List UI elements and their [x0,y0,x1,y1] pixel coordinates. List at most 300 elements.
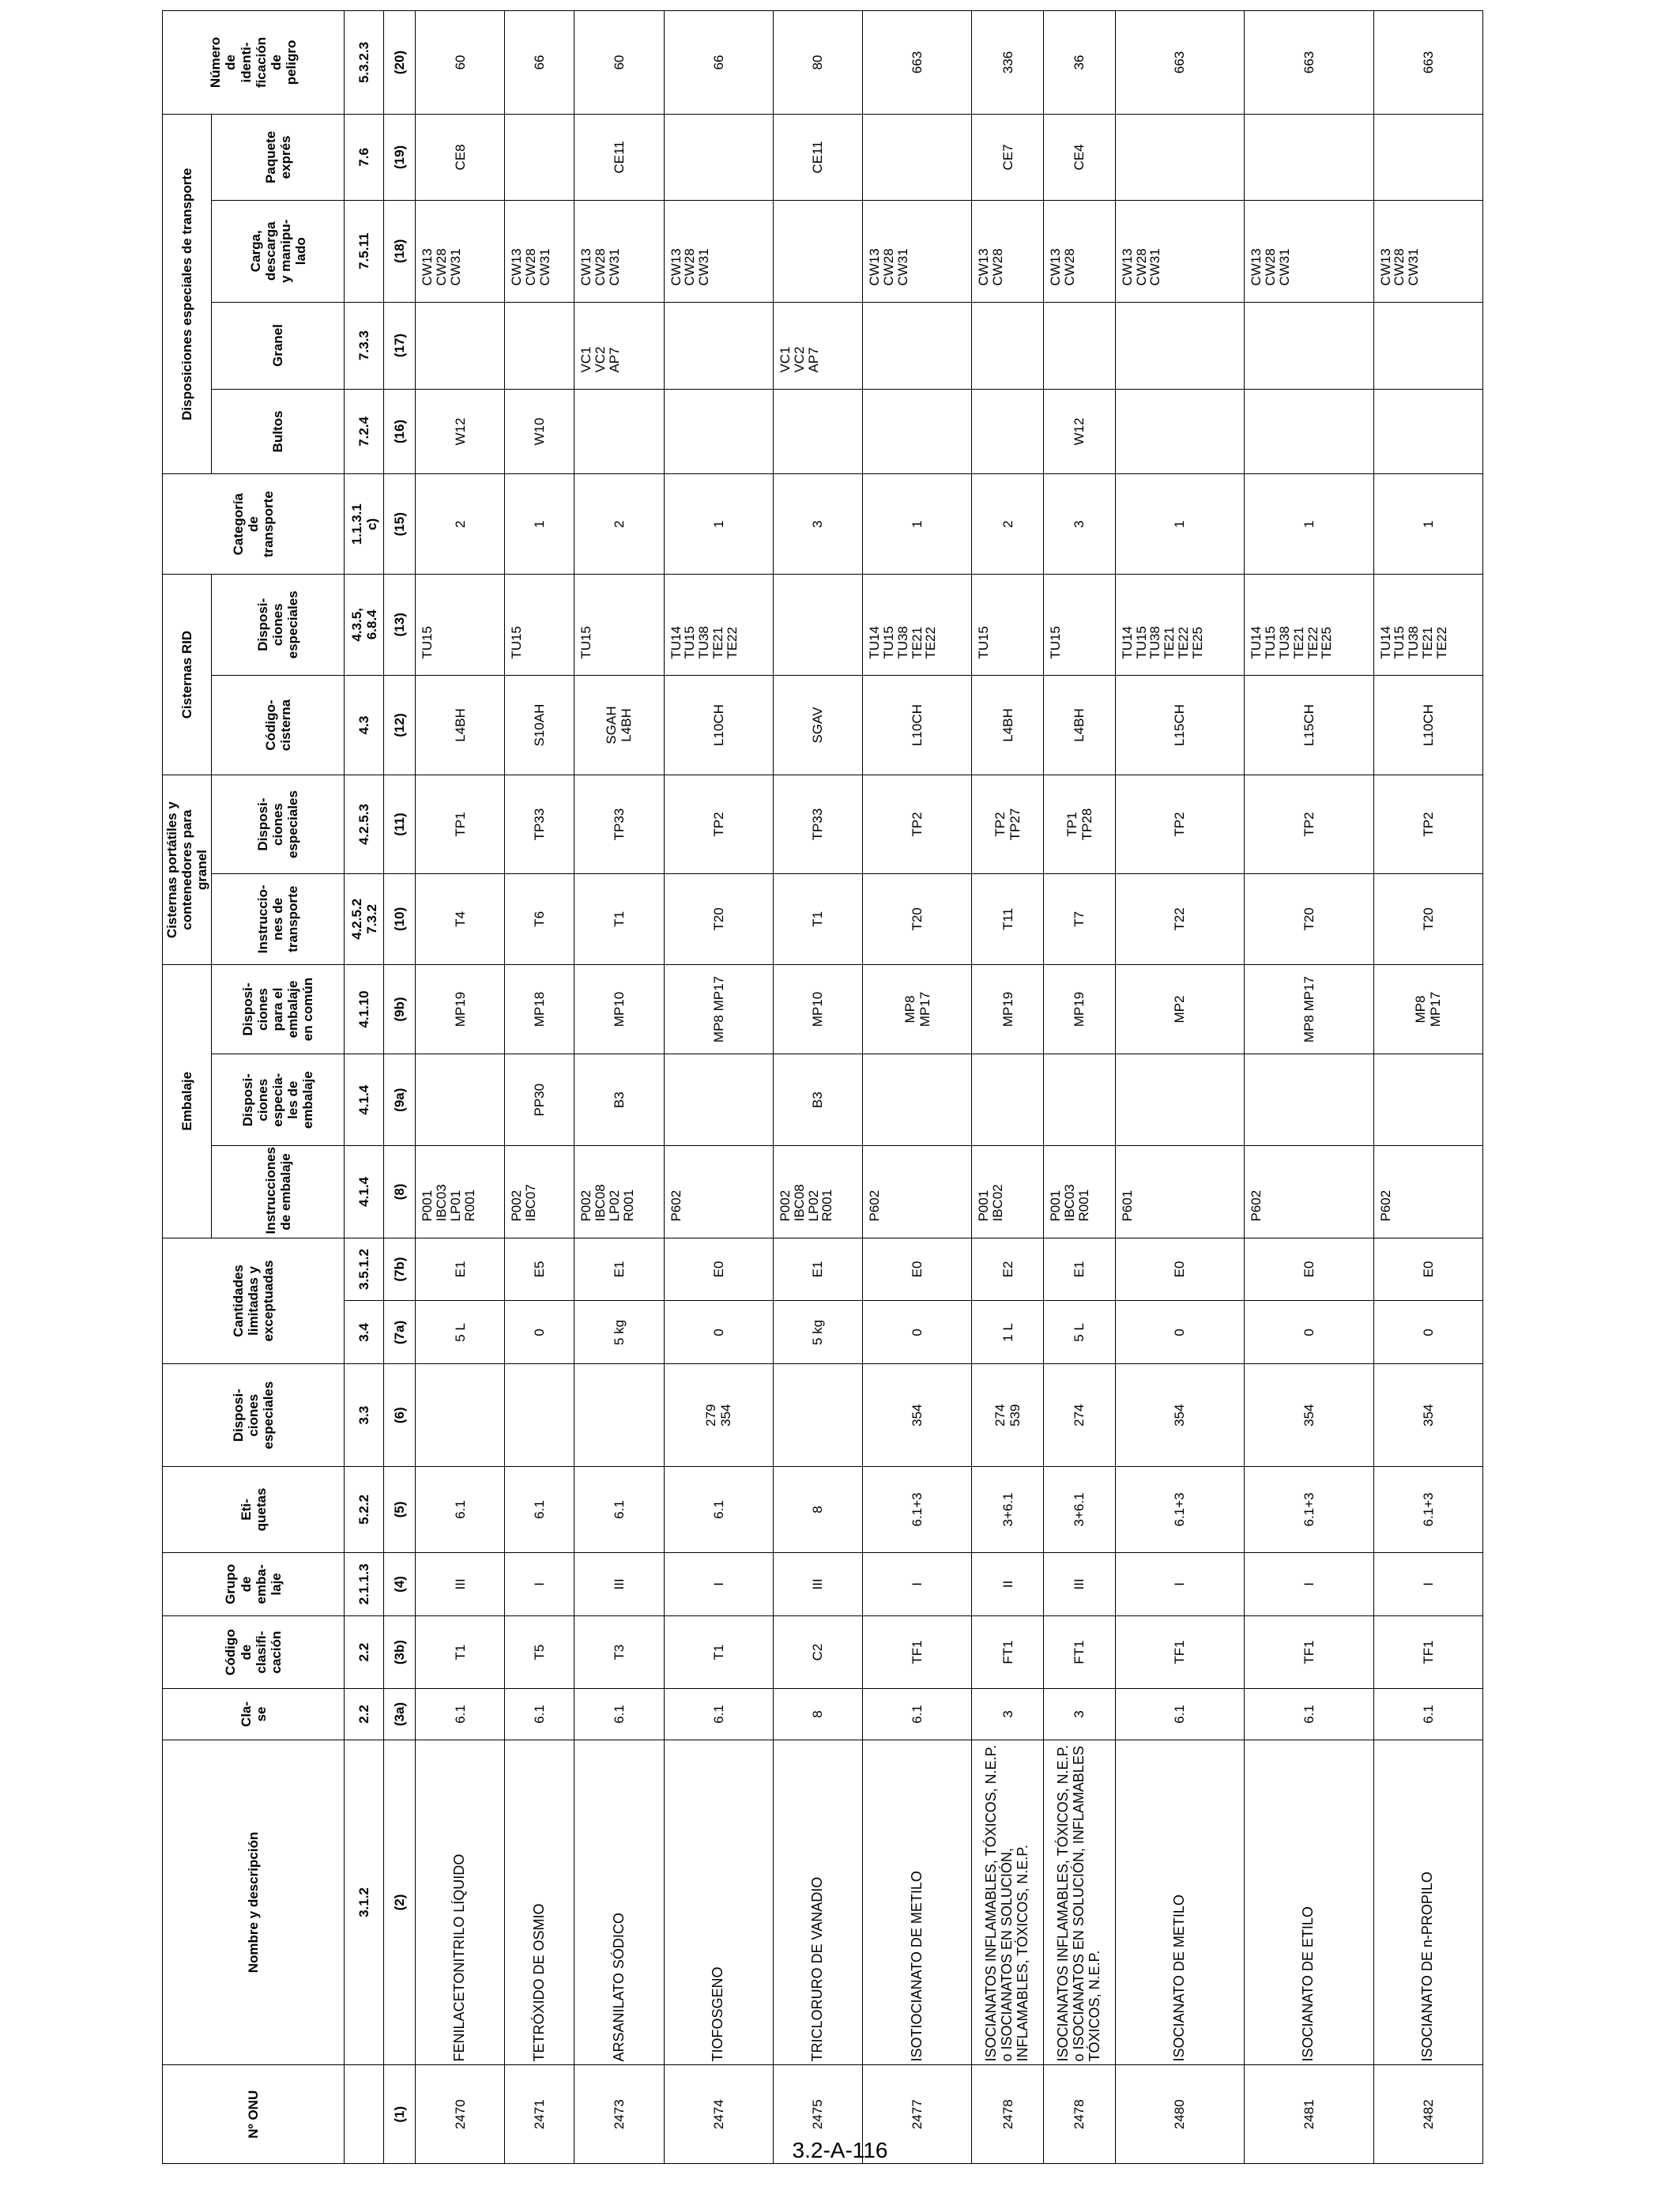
table-cell: T20 [863,873,972,964]
table-cell: 6.1 [574,1467,664,1553]
table-cell [1245,114,1373,200]
ref-cell: 3.1.2 [345,1740,384,2065]
table-cell: L15CH [1245,675,1373,775]
table-cell: TP2 [1115,775,1244,874]
table-cell: T20 [1245,873,1373,964]
header-portable-tanks: Cisternas portátiles y contenedores para granel [163,775,212,965]
table-cell: CW13 CW28 [972,200,1044,302]
table-cell: TU15 [1044,575,1116,676]
table-row [1115,11,1244,2164]
table-cell: CW13 CW28 CW31 [505,200,574,302]
header-class: Cla- se [163,1689,345,1740]
table-cell: 3 [1044,474,1116,575]
table-cell: 0 [664,1301,773,1364]
table-cell: SGAH L4BH [574,675,664,775]
table-cell: TP33 [574,775,664,874]
table-cell [505,302,574,389]
substance-name-cell: ISOCIANATO DE METILO [1115,1740,1244,2065]
table-cell: TF1 [1115,1615,1244,1688]
table-cell: 6.1 [863,1689,972,1740]
table-cell: P602 [664,1146,773,1238]
table-cell: MP8 MP17 [664,964,773,1054]
table-cell: 1 [863,474,972,575]
table-cell: III [1044,1552,1116,1615]
table-cell: CW13 CW28 CW31 [416,200,505,302]
table-cell: B3 [773,1054,862,1146]
table-cell: P001 IBC02 [972,1146,1044,1238]
table-cell: TU14 TU15 TU38 TE21 TE22 TE25 [1115,575,1244,676]
un-number-cell: 2474 [664,2065,773,2164]
column-number-cell: (7a) [384,1301,416,1364]
ref-cell: 3.5.1.2 [345,1238,384,1301]
table-cell: TP2 [664,775,773,874]
table-cell: 1 [1245,474,1373,575]
un-number-cell: 2480 [1115,2065,1244,2164]
header-special-transport: Disposiciones especiales de transporte [163,114,212,474]
table-cell: P602 [863,1146,972,1238]
table-cell: CW13 CW28 CW31 [863,200,972,302]
table-cell: W10 [505,389,574,474]
table-cell: TU14 TU15 TU38 TE21 TE22 [863,575,972,676]
table-cell: TU14 TU15 TU38 TE21 TE22 TE25 [1245,575,1373,676]
table-cell [773,575,862,676]
table-cell: TP33 [505,775,574,874]
table-cell [972,302,1044,389]
un-number-cell: 2478 [1044,2065,1116,2164]
table-cell: T1 [574,873,664,964]
table-cell: 5 L [416,1301,505,1364]
table-cell [664,114,773,200]
header-special-provisions: Disposi- ciones especiales [163,1364,345,1467]
page-number: 3.2-A-116 [792,2138,888,2162]
table-cell: PP30 [505,1054,574,1146]
table-cell: MP19 [972,964,1044,1054]
table-cell: TU15 [574,575,664,676]
table-cell [972,389,1044,474]
ref-cell: 4.1.4 [345,1054,384,1146]
header-packages: Bultos [212,389,345,474]
table-cell: I [664,1552,773,1615]
table-cell: S10AH [505,675,574,775]
table-cell [773,200,862,302]
table-cell: CE11 [574,114,664,200]
table-cell: 0 [863,1301,972,1364]
column-number-cell: (8) [384,1146,416,1238]
table-cell: 6.1 [416,1689,505,1740]
table-cell: P602 [1245,1146,1373,1238]
table-cell: E2 [972,1238,1044,1301]
column-number-cell: (16) [384,389,416,474]
table-cell: 8 [773,1467,862,1553]
table-cell: T6 [505,873,574,964]
table-cell: 6.1 [1373,1689,1482,1740]
table-cell: 663 [1245,11,1373,115]
table-cell: 6.1 [574,1689,664,1740]
table-cell: II [972,1552,1044,1615]
ref-cell: 5.2.2 [345,1467,384,1553]
table-cell: T3 [574,1615,664,1688]
table-cell: P602 [1373,1146,1482,1238]
table-cell [1115,1054,1244,1146]
table-cell [972,1054,1044,1146]
table-cell [664,389,773,474]
table-cell: 6.1+3 [1245,1467,1373,1553]
table-cell: 6.1+3 [1115,1467,1244,1553]
table-cell: E1 [416,1238,505,1301]
table-cell [574,1364,664,1467]
table-cell: TF1 [1245,1615,1373,1688]
un-number-cell: 2471 [505,2065,574,2164]
table-cell [574,389,664,474]
header-tank-special: Disposi- ciones especiales [212,775,345,874]
table-cell: TP2 TP27 [972,775,1044,874]
table-cell: 6.1 [1115,1689,1244,1740]
table-cell: 354 [863,1364,972,1467]
table-cell [1044,302,1116,389]
ref-cell: 4.3.5, 6.8.4 [345,575,384,676]
table-cell: W12 [1044,389,1116,474]
table-cell: MP18 [505,964,574,1054]
table-row [664,11,773,2164]
table-cell: 5 kg [574,1301,664,1364]
table-cell: 0 [1373,1301,1482,1364]
column-number-cell: (1) [384,2065,416,2164]
table-cell: I [1245,1552,1373,1615]
table-cell: 663 [863,11,972,115]
table-cell: 5 L [1044,1301,1116,1364]
header-rid-tanks: Cisternas RID [163,575,212,775]
ref-cell: 2.2 [345,1615,384,1688]
table-cell: VC1 VC2 AP7 [574,302,664,389]
table-cell: 80 [773,11,862,115]
table-cell: 663 [1115,11,1244,115]
table-cell: CE7 [972,114,1044,200]
table-cell: TU15 [416,575,505,676]
ref-cell: 7.5.11 [345,200,384,302]
table-cell: E5 [505,1238,574,1301]
table-cell: 2 [972,474,1044,575]
table-cell: 0 [505,1301,574,1364]
table-cell: W12 [416,389,505,474]
table-cell [863,1054,972,1146]
table-cell: E0 [1373,1238,1482,1301]
table-cell: 3+6.1 [1044,1467,1116,1553]
table-cell: L10CH [664,675,773,775]
table-cell: 8 [773,1689,862,1740]
header-labels: Eti- quetas [163,1467,345,1553]
table-cell: T7 [1044,873,1116,964]
header-un-no: Nº ONU [163,2065,345,2164]
substance-name-cell: TIOFOSGENO [664,1740,773,2065]
table-cell: 1 [505,474,574,575]
substance-name-cell: ISOCIANATO DE n-PROPILO [1373,1740,1482,2065]
un-number-cell: 2477 [863,2065,972,2164]
un-number-cell: 2470 [416,2065,505,2164]
column-number-cell: (3b) [384,1615,416,1688]
table-cell: L15CH [1115,675,1244,775]
table-cell: T11 [972,873,1044,964]
table-cell [1044,1054,1116,1146]
table-cell: T20 [1373,873,1482,964]
table-cell [1245,302,1373,389]
un-number-cell: 2478 [972,2065,1044,2164]
table-cell: 1 L [972,1301,1044,1364]
table-cell [1245,389,1373,474]
ref-cell: 7.2.4 [345,389,384,474]
table-cell: E1 [773,1238,862,1301]
table-cell [505,114,574,200]
table-cell: I [863,1552,972,1615]
table-cell: CW13 CW28 CW31 [1373,200,1482,302]
column-number-cell: (2) [384,1740,416,2065]
table-cell: MP10 [773,964,862,1054]
substance-name-cell: TRICLORURO DE VANADIO [773,1740,862,2065]
table-cell: TP2 [863,775,972,874]
table-cell: T1 [773,873,862,964]
table-cell: P002 IBC08 LP02 R001 [773,1146,862,1238]
table-cell: 354 [1373,1364,1482,1467]
table-cell: TP2 [1245,775,1373,874]
table-cell: I [1115,1552,1244,1615]
table-cell: TU15 [972,575,1044,676]
table-cell: TF1 [1373,1615,1482,1688]
ref-cell: 5.3.2.3 [345,11,384,115]
table-cell [664,302,773,389]
table-cell: TF1 [863,1615,972,1688]
table-row [1373,11,1482,2164]
header-packing-instructions: Instrucciones de embalaje [212,1146,345,1238]
table-row [1245,11,1373,2164]
table-cell: L4BH [416,675,505,775]
table-cell: T20 [664,873,773,964]
column-number-cell: (5) [384,1467,416,1553]
table-cell [773,1364,862,1467]
table-cell [1115,302,1244,389]
table-cell: CW13 CW28 CW31 [664,200,773,302]
column-number-cell: (20) [384,11,416,115]
table-cell: 274 539 [972,1364,1044,1467]
table-cell: 6.1+3 [863,1467,972,1553]
header-packing-group: Grupo de emba- laje [163,1552,345,1615]
table-cell: 0 [1245,1301,1373,1364]
table-cell: 66 [505,11,574,115]
header-tank-instructions: Instruccio- nes de transporte [212,873,345,964]
table-row [863,11,972,2164]
ref-cell: 3.4 [345,1301,384,1364]
table-cell: 66 [664,11,773,115]
table-cell: 5 kg [773,1301,862,1364]
header-hazard-id: Número de identi- ficación de peligro [163,11,345,115]
table-cell: 1 [1373,474,1482,575]
substance-name-cell: ISOCIANATOS INFLAMABLES, TÓXICOS, N.E.P. o ISOCIANATOS EN SOLUCIÓN, INFLAMABLES TÓXICOS, N.E.P. [1044,1740,1116,2065]
table-cell: CE8 [416,114,505,200]
table-cell: P001 IBC03 LP01 R001 [416,1146,505,1238]
table-cell: III [773,1552,862,1615]
table-cell: TU14 TU15 TU38 TE21 TE22 [664,575,773,676]
header-limited-quantities: Cantidades limitadas y exceptuadas [163,1238,345,1364]
table-cell: CW13 CW28 CW31 [574,200,664,302]
column-number-cell: (12) [384,675,416,775]
header-class-code: Código de clasifi- cación [163,1615,345,1688]
table-cell: T4 [416,873,505,964]
table-cell: MP10 [574,964,664,1054]
table-cell: E0 [664,1238,773,1301]
substance-name-cell: ISOTIOCIANATO DE METILO [863,1740,972,2065]
table-cell: L4BH [972,675,1044,775]
ref-cell: 4.1.10 [345,964,384,1054]
table-cell: B3 [574,1054,664,1146]
header-name: Nombre y descripción [163,1740,345,2065]
table-cell: 1 [664,474,773,575]
table-cell: 2 [416,474,505,575]
table-cell [1373,1054,1482,1146]
table-cell: I [505,1552,574,1615]
column-number-cell: (4) [384,1552,416,1615]
table-cell: TP2 [1373,775,1482,874]
table-cell: CE4 [1044,114,1116,200]
table-cell: MP2 [1115,964,1244,1054]
table-cell: 0 [1115,1301,1244,1364]
table-cell: III [574,1552,664,1615]
table-cell: 3+6.1 [972,1467,1044,1553]
table-cell [773,389,862,474]
table-row [1044,11,1116,2164]
table-row [505,11,574,2164]
header-row-1 [163,11,212,2164]
table-cell: P002 IBC07 [505,1146,574,1238]
table-cell: MP8 MP17 [1373,964,1482,1054]
column-number-cell: (15) [384,474,416,575]
dangerous-goods-table [162,10,1483,2164]
table-cell [1373,302,1482,389]
table-body [416,11,1483,2164]
table-cell: L4BH [1044,675,1116,775]
column-number-cell: (7b) [384,1238,416,1301]
table-row [574,11,664,2164]
table-cell [1373,114,1482,200]
table-cell: TU15 [505,575,574,676]
table-cell: TP1 TP28 [1044,775,1116,874]
column-number-cell: (19) [384,114,416,200]
substance-name-cell: ARSANILATO SÓDICO [574,1740,664,2065]
table-cell: 6.1 [664,1689,773,1740]
table-row [972,11,1044,2164]
table-cell: 663 [1373,11,1482,115]
table-cell: P601 [1115,1146,1244,1238]
table-cell: 3 [1044,1689,1116,1740]
table-cell: TU14 TU15 TU38 TE21 TE22 [1373,575,1482,676]
table-cell: 6.1 [505,1467,574,1553]
header-loading: Carga, descarga y manipu- lado [212,200,345,302]
ref-cell: 2.2 [345,1689,384,1740]
table-cell [863,302,972,389]
table-cell: L10CH [863,675,972,775]
column-number-cell: (10) [384,873,416,964]
ref-cell: 4.3 [345,675,384,775]
table-cell: E1 [574,1238,664,1301]
table-cell [863,389,972,474]
table-cell: 36 [1044,11,1116,115]
ref-cell: 4.2.5.3 [345,775,384,874]
table-cell: 6.1 [505,1689,574,1740]
column-number-cell: (6) [384,1364,416,1467]
table-cell: P002 IBC08 LP02 R001 [574,1146,664,1238]
table-cell: TP33 [773,775,862,874]
table-cell: E0 [1245,1238,1373,1301]
table-cell: 279 354 [664,1364,773,1467]
table-cell [1373,389,1482,474]
table-cell: T1 [416,1615,505,1688]
header-express: Paquete exprés [212,114,345,200]
table-cell: 336 [972,11,1044,115]
substance-name-cell: ISOCIANATO DE ETILO [1245,1740,1373,2065]
table-cell: C2 [773,1615,862,1688]
reference-row [345,11,384,2164]
table-cell [1115,389,1244,474]
substance-name-cell: FENILACETONITRILO LÍQUIDO [416,1740,505,2065]
header-tank-code: Código- cisterna [212,675,345,775]
ref-cell: 4.2.5.2 7.3.2 [345,873,384,964]
table-cell: 3 [972,1689,1044,1740]
table-cell [416,302,505,389]
table-cell: MP8 MP17 [863,964,972,1054]
table-cell: CW13 CW28 CW31 [1245,200,1373,302]
table-cell: CW13 CW28 CW31 [1115,200,1244,302]
table-cell: T5 [505,1615,574,1688]
table-row [416,11,505,2164]
table-cell: 6.1 [1245,1689,1373,1740]
table-cell: MP19 [416,964,505,1054]
column-number-cell: (17) [384,302,416,389]
table-cell: E0 [863,1238,972,1301]
table-cell: FT1 [1044,1615,1116,1688]
table-cell: 60 [416,11,505,115]
header-mixed-packing: Disposi- ciones para el embalaje en común [212,964,345,1054]
table-cell: P001 IBC03 R001 [1044,1146,1116,1238]
table-cell [863,114,972,200]
table-cell [1245,1054,1373,1146]
ref-cell: 7.6 [345,114,384,200]
un-number-cell: 2482 [1373,2065,1482,2164]
table-cell: E0 [1115,1238,1244,1301]
column-number-row [384,11,416,2164]
table-cell: 6.1+3 [1373,1467,1482,1553]
table-cell: TP1 [416,775,505,874]
substance-name-cell: ISOCIANATOS INFLAMABLES, TÓXICOS, N.E.P. o ISOCIANATOS EN SOLUCIÓN, INFLAMABLES, TÓXICOS, N.E.P. [972,1740,1044,2065]
table-cell: I [1373,1552,1482,1615]
ref-cell: 3.3 [345,1364,384,1467]
table-cell: MP19 [1044,964,1116,1054]
ref-cell: 2.1.1.3 [345,1552,384,1615]
table-cell [505,1364,574,1467]
table-cell: MP8 MP17 [1245,964,1373,1054]
substance-name-cell: TETRÓXIDO DE OSMIO [505,1740,574,2065]
table-cell: 3 [773,474,862,575]
table-cell: CW13 CW28 [1044,200,1116,302]
rotated-page [162,10,1483,2164]
header-bulk: Granel [212,302,345,389]
table-cell: 354 [1115,1364,1244,1467]
column-number-cell: (9b) [384,964,416,1054]
table-cell: 6.1 [416,1467,505,1553]
table-cell [1115,114,1244,200]
un-number-cell: 2473 [574,2065,664,2164]
column-number-cell: (11) [384,775,416,874]
table-row [773,11,862,2164]
ref-cell: 1.1.3.1 c) [345,474,384,575]
column-number-cell: (13) [384,575,416,676]
table-cell: III [416,1552,505,1615]
